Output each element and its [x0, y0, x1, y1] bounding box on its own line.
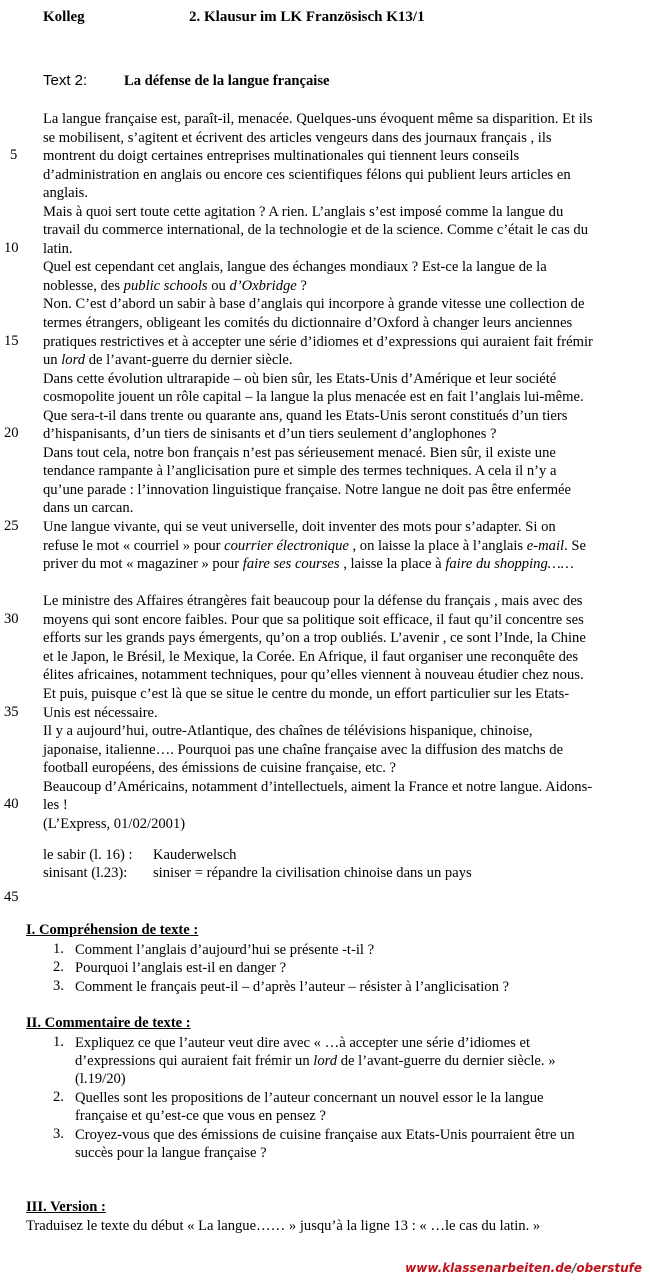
line-number: 35 [4, 703, 19, 720]
text-line [43, 425, 623, 444]
question-number: 3. [53, 1126, 64, 1142]
text-segment: football européens, des émissions de cuisine française, etc. ? [43, 760, 396, 777]
text-segment: les ! [43, 797, 68, 814]
line-number: 10 [4, 239, 19, 256]
line-number: 25 [4, 518, 19, 535]
footer-watermark [405, 1261, 642, 1275]
text-line [43, 815, 623, 834]
text-line [43, 518, 623, 537]
text-line [43, 110, 623, 129]
question-text-part: d’expressions qui auraient fait frémir un [75, 1053, 314, 1069]
text-line [43, 481, 623, 500]
section-commentaire-title: II. Commentaire de texte : [26, 1015, 191, 1031]
text-segment: Quel est cependant cet anglais, langue des échanges mondiaux ? Est-ce la langue de la [43, 259, 547, 276]
text-segment: un [43, 352, 62, 369]
question-text: Quelles sont les propositions de l’auteur concernant un nouvel essor le la langue [75, 1090, 544, 1106]
glossary-term: le sabir (l. 16) : [43, 847, 133, 863]
text-line [43, 722, 623, 741]
text-line [43, 333, 623, 352]
glossary-term: sinisant (l.23): [43, 865, 128, 881]
header-title: 2. Klausur im LK Französisch K13/1 [189, 9, 425, 25]
text-line [43, 203, 623, 222]
text-segment: de l’avant-guerre du dernier siècle. [85, 352, 293, 369]
text-italic: faire du shopping…… [445, 556, 574, 573]
question-text: (l.19/20) [75, 1071, 126, 1087]
text-line [43, 407, 623, 426]
question-text: Comment le français peut-il – d’après l’auteur – résister à l’anglicisation ? [75, 979, 510, 995]
text-line [43, 295, 623, 314]
text-italic: e-mail [526, 537, 565, 554]
text-line [43, 388, 623, 407]
text-segment: Il y a aujourd’hui, outre-Atlantique, des chaînes de télévisions hispanique, chinoise, [43, 723, 533, 740]
line-number: 20 [4, 425, 19, 442]
text-segment: efforts sur les grands pays émergents, qu’on a trop oubliés. L’avenir , ce sont l’Inde, la Chine [43, 630, 586, 647]
question-text: Comment l’anglais d’aujourd’hui se présente -t-il ? [75, 942, 375, 958]
text-line [43, 778, 623, 797]
glossary-def: Kauderwelsch [153, 847, 237, 863]
text-segment: , on laisse la place à l’anglais [348, 537, 527, 554]
text-line [43, 240, 623, 259]
text-segment: Dans cette évolution ultrarapide – où bien sûr, les Etats-Unis d’Amérique et leur société [43, 370, 557, 387]
text-line [43, 147, 623, 166]
text-segment: d’administration en anglais ou encore ces scientifiques félons qui publient leurs articles en [43, 166, 571, 183]
text-line [43, 704, 623, 723]
text-italic: faire ses courses [242, 556, 340, 573]
text-segment: Mais à quoi sert toute cette agitation ? A rien. L’anglais s’est imposé comme la langue du [43, 203, 564, 220]
text-segment: anglais. [43, 185, 88, 202]
line-number: 5 [10, 147, 18, 164]
text-segment: Beaucoup d’Américains, notamment d’intellectuels, aiment la France et notre langue. Aidons- [43, 778, 593, 795]
text-segment: dans un carcan. [43, 500, 134, 517]
text-line [43, 555, 623, 574]
text-segment: élites africaines, notamment techniques, pour qu’elles viennent à nouveau étudier chez nous. [43, 667, 584, 684]
line-number: 30 [4, 610, 19, 627]
text-segment: japonaise, italienne…. Pourquoi pas une chaîne française avec la diffusion des matchs de [43, 741, 564, 758]
text-line [43, 574, 623, 593]
footer-sep: / [571, 1261, 577, 1275]
question-text: française et qu’est-ce que vous en pensez ? [75, 1108, 326, 1124]
text-line [43, 666, 623, 685]
text-segment: Et puis, puisque c’est là que se situe le centre du monde, un effort particulier sur les Etats- [43, 685, 570, 702]
text-line [43, 499, 623, 518]
text-line [43, 685, 623, 704]
text-segment: pratiques restrictives et à accepter une série d’idiomes et d’expressions qui auraient fait frémir [43, 333, 593, 350]
line-number: 45 [4, 889, 19, 906]
text-segment: Unis est nécessaire. [43, 704, 158, 721]
text-line [43, 351, 623, 370]
text-segment: noblesse, des [43, 277, 124, 294]
text-italic: lord [61, 352, 86, 369]
text-segment: (L’Express, 01/02/2001) [43, 815, 186, 832]
glossary-entry [43, 847, 237, 865]
text-line [43, 166, 623, 185]
text-italic: courrier électronique [224, 537, 349, 554]
text-segment: moyens qui sont encore faibles. Pour que sa politique soit efficace, il faut qu’il concentre ses [43, 611, 584, 628]
question-number: 2. [53, 1089, 64, 1105]
section-version-title: III. Version : [26, 1199, 106, 1215]
text-line [43, 741, 623, 760]
glossary-def: siniser = répandre la civilisation chinoise dans un pays [153, 865, 472, 881]
text-line [43, 629, 623, 648]
text-segment: ou [207, 277, 230, 294]
glossary-entry [43, 865, 472, 883]
text-line [43, 444, 623, 463]
text-line [43, 184, 623, 203]
question-number: 1. [53, 941, 64, 957]
version-instruction: Traduisez le texte du début « La langue…… » jusqu’à la ligne 13 : « …le cas du latin. » [26, 1218, 541, 1234]
text-segment: tendance rampante à l’anglicisation pure et simple des termes techniques. A cela il n’y a [43, 463, 557, 480]
text-segment: , laisse la place à [339, 556, 446, 573]
text-segment: cosmopolite jouent un rôle capital – la langue la plus menacée est en fait l’anglais lui-même. [43, 389, 584, 406]
header-left: Kolleg [43, 9, 85, 25]
text-line [43, 759, 623, 778]
question-text [75, 1052, 556, 1071]
text-line [43, 537, 623, 556]
text-line [43, 796, 623, 815]
footer-path: oberstufe [576, 1261, 642, 1275]
text-body [43, 110, 623, 833]
text-segment: refuse le mot « courriel » pour [43, 537, 225, 554]
text-line [43, 370, 623, 389]
footer-site: www.klassenarbeiten.de [405, 1261, 572, 1275]
text-segment: se mobilisent, s’agitent et écrivent des articles vengeurs dans des journaux français , ils [43, 129, 552, 146]
line-number: 15 [4, 332, 19, 349]
text-segment: et le Japon, le Brésil, le Mexique, la Corée. En Afrique, il faut organiser une reconquête des [43, 648, 579, 665]
line-number: 40 [4, 796, 19, 813]
text-line [43, 277, 623, 296]
text-segment: qu’une parade : l’innovation linguistique française. Notre langue ne doit pas être enfermée [43, 481, 572, 498]
text-segment: Que sera-t-il dans trente ou quarante ans, quand les Etats-Unis seront constitués d’un tiers [43, 407, 568, 424]
text-segment: latin. [43, 240, 73, 257]
text-segment: travail du commerce international, de la technologie et de la science. Comme c’était le cas du [43, 222, 589, 239]
text-segment: La langue française est, paraît-il, menacée. Quelques-uns évoquent même sa disparition. Et ils [43, 111, 593, 127]
question-number: 2. [53, 959, 64, 975]
question-text: Expliquez ce que l’auteur veut dire avec « …à accepter une série d’idiomes et [75, 1035, 531, 1051]
text-line [43, 129, 623, 148]
text-italic: d’Oxbridge [229, 277, 297, 294]
text-segment: priver du mot « magaziner » pour [43, 556, 243, 573]
text-segment: termes étrangers, obligeant les comités du dictionnaire d’Oxford à changer leurs anciennes [43, 315, 573, 332]
text-segment: montrent du doigt certaines entreprises multinationales qui tiennent leurs conseils [43, 148, 520, 165]
question-text-part: de l’avant-guerre du dernier siècle. » [337, 1053, 556, 1069]
question-text: succès pour la langue française ? [75, 1145, 267, 1161]
text-label: Text 2: [43, 72, 88, 89]
text-segment: Dans tout cela, notre bon français n’est pas sérieusement menacé. Bien sûr, il existe une [43, 444, 556, 461]
question-text-italic: lord [313, 1053, 338, 1069]
text-segment: . Se [564, 537, 586, 554]
text-segment: ? [296, 277, 307, 294]
text-line [43, 611, 623, 630]
text-line [43, 258, 623, 277]
text-line [43, 592, 623, 611]
text-line [43, 462, 623, 481]
text-italic: public schools [123, 277, 208, 294]
text-segment: Le ministre des Affaires étrangères fait beaucoup pour la défense du français , mais avec des [43, 593, 583, 610]
text-title: La défense de la langue française [124, 73, 330, 89]
text-line [43, 314, 623, 333]
text-segment: Une langue vivante, qui se veut universelle, doit inventer des mots pour s’adapter. Si on [43, 519, 556, 536]
section-comprehension-title: I. Compréhension de texte : [26, 922, 199, 938]
text-line [43, 221, 623, 240]
text-segment: d’hispanisants, d’un tiers de sinisants et d’un tiers seulement d’anglophones ? [43, 426, 497, 443]
text-segment: Non. C’est d’abord un sabir à base d’anglais qui incorpore à grande vitesse une collection de [43, 296, 585, 313]
glossary [43, 847, 472, 883]
text-line [43, 648, 623, 667]
question-number: 1. [53, 1034, 64, 1050]
question-text: Pourquoi l’anglais est-il en danger ? [75, 960, 287, 976]
question-number: 3. [53, 978, 64, 994]
question-text: Croyez-vous que des émissions de cuisine française aux Etats-Unis pourraient être un [75, 1127, 575, 1143]
